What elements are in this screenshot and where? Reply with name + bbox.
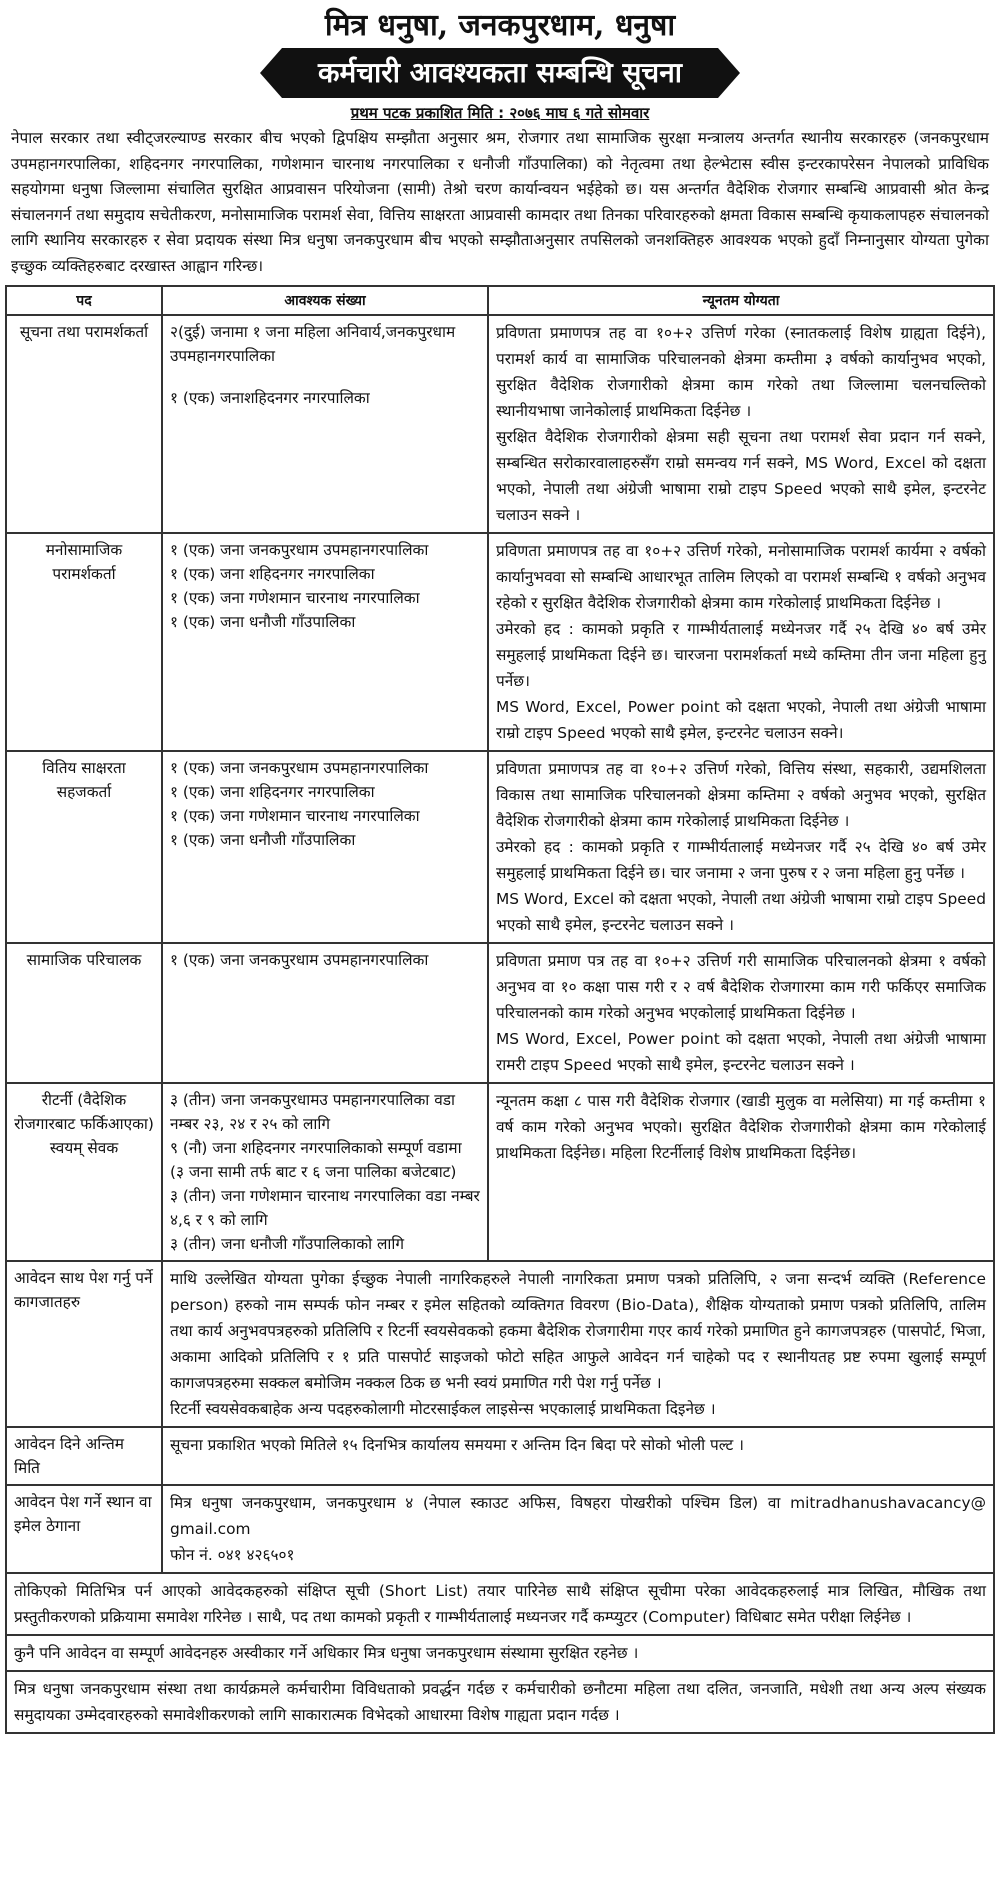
table-row: [6, 751, 994, 943]
qualification-text: प्रविणता प्रमाण पत्र तह वा १०+२ उत्तिर्ण गरी सामाजिक परिचालनको क्षेत्रमा १ वर्षको अनुभव वा १० कक्षा पास गरी र २ वर्ष बैदेशिक रोजगारमा काम गरी फर्किएर समाजिक परिचालनको काम गरेको अनुभव भएकोलाई प्राथमिकता दिईनेछ ।: [496, 952, 986, 1022]
documents-text-2: रिटर्नी स्वयसेवकबाहेक अन्य पदहरुकोलागी मोटरसाईकल लाइसेन्स भएकालाई प्राथमिकता दिइनेछ ।: [170, 1400, 716, 1418]
notice-page: [5, 0, 995, 1734]
footer-note: मित्र धनुषा जनकपुरधाम संस्था तथा कार्यक्रमले कर्मचारीमा विविधताको प्रवर्द्धन गर्दछ र कर्मचारीको छनौटमा महिला तथा दलित, जनजाति, मधेशी तथा अन्य अल्प संख्यक समुदायका उम्मेदवारहरुको समावेशीकरणको लागि साकारात्मक विभेदको आधारमा विशेष गाह्यता प्रदान गर्दछ ।: [5, 1672, 995, 1734]
number-line: १ (एक) जना धनौजी गाँउपालिका: [170, 613, 356, 631]
address-phone: फोन नं. ०४१ ४२६५०१: [170, 1546, 295, 1564]
table-row: [6, 315, 994, 533]
qualification-text: उमेरको हद : कामको प्रकृति र गाम्भीर्यतालाई मध्येनजर गर्दै २५ देखि ४० बर्ष उमेर समुहलाई प्राथमिकता दिईने छ। चारजना परामर्शकर्ता मध्ये कम्तिमा तीन जना महिला हुनु पर्नेछ।: [496, 620, 986, 690]
number-cell: [162, 533, 488, 751]
address-text: मित्र धनुषा जनकपुरधाम, जनकपुरधाम ४ (नेपाल स्काउट अफिस, विषहरा पोखरीको पश्चिम डिल) वा mitradhanushavacancy@ gmail.com: [170, 1494, 986, 1538]
documents-cell: [162, 1261, 994, 1427]
number-line: १ (एक) जना जनकपुरधाम उपमहानगरपालिका: [170, 541, 429, 559]
org-title: मित्र धनुषा, जनकपुरधाम, धनुषा: [324, 8, 676, 43]
qualification-text: MS Word, Excel को दक्षता भएको, नेपाली तथा अंग्रेजी भाषामा राम्रो टाइप Speed भएको साथै इमेल, इन्टरनेट चलाउन सक्ने ।: [496, 890, 986, 934]
qualification-text: प्रविणता प्रमाणपत्र तह वा १०+२ उत्तिर्ण गरेको, वित्तिय संस्था, सहकारी, उद्यमशिलता विकास तथा सामाजिक परिचालनको क्षेत्रमा कम्तिमा २ वर्षको अनुभव भएको, सुरक्षित वैदेशिक रोजगारीको क्षेत्रमा काम गरेकोलाई प्राथमिकता दिईनेछ ।: [496, 760, 986, 830]
qualification-text: प्रविणता प्रमाणपत्र तह वा १०+२ उत्तिर्ण गरेका (स्नातकलाई विशेष ग्राह्यता दिईने), परामर्श कार्य वा सामाजिक परिचालनको क्षेत्रमा कम्तीमा ३ वर्षको कार्यानुभव भएको, सुरक्षित वैदेशिक रोजगारीको क्षेत्रमा काम गरेको तथा जिल्लामा चलनचल्तिको स्थानीयभाषा जानेकोलाई प्राथमिकता दिईनेछ ।: [496, 324, 986, 420]
number-cell: [162, 751, 488, 943]
documents-text: माथि उल्लेखित योग्यता पुगेका ईच्छुक नेपाली नागरिकहरुले नेपाली नागरिकता प्रमाण पत्रको प्रतिलिपि, २ जना सन्दर्भ व्यक्ति (Reference person) हरुको नाम सम्पर्क फोन नम्बर र इमेल सहितको व्यक्तिगत विवरण (Bio-Data), शैक्षिक योग्यताको प्रमाण पत्रको प्रतिलिपि, तालिम तथा कार्य अनुभवपत्रहरुको प्रतिलिपि र रिटर्नी स्वयसेवकको हकमा बैदेशिक रोजगारीमा गएर कार्य गरेको प्रमाणित हुने कागजपत्रहरु (पासपोर्ट, भिजा, अकामा आदिको प्रतिलिपि र १ प्रति पासपोर्ट साइजको फोटो सहित आफुले आवेदन गर्न चाहेको पद र स्थानीयतह प्रष्ट रुपमा खुलाई सम्पूर्ण कागजपत्रहरुमा सक्कल बमोजिम नक्कल ठिक छ भनी स्वयं प्रमाणित गरी पेश गर्नु पर्नेछ ।: [170, 1270, 986, 1392]
address-cell: [162, 1485, 994, 1573]
post-cell: वितिय साक्षरता सहजकर्ता: [6, 751, 162, 943]
header-post: पद: [6, 286, 162, 315]
address-row: [6, 1485, 994, 1573]
number-cell: [162, 1083, 488, 1261]
qualification-cell: [488, 315, 994, 533]
qualification-text: न्यूनतम कक्षा ८ पास गरी वैदेशिक रोजगार (खाडी मुलुक वा मलेसिया) मा गई कम्तीमा १ वर्ष काम गरेको अनुभव भएको। सुरक्षित वैदेशिक रोजगारीको क्षेत्रमा काम गरेकोलाई प्राथमिकता दिईनेछ। महिला रिटर्नीलाई विशेष प्राथमिकता दिईनेछ।: [496, 1092, 986, 1162]
deadline-text: सूचना प्रकाशित भएको मितिले १५ दिनभित्र कार्यालय समयमा र अन्तिम दिन बिदा परे सोको भोली पल्ट ।: [162, 1427, 994, 1485]
intro-paragraph: नेपाल सरकार तथा स्वीट्जरल्याण्ड सरकार बीच भएको द्विपक्षिय सम्झौता अनुसार श्रम, रोजगार तथा सामाजिक सुरक्षा मन्त्रालय अन्तर्गत स्थानीय सरकारहरु (जनकपुरधाम उपमहानगरपालिका, शहिदनगर नगरपालिका, गणेशमान चारनाथ नगरपालिका र धनौजी गाँउपालिका) को नेतृत्वमा तथा हेल्भेटास स्वीस इन्टरकापरेसन नेपालको प्राविधिक सहयोगमा धनुषा जिल्लामा संचालित सुरक्षित आप्रवासन परियोजना (सामी) तेश्रो चरण कार्यान्वयन भईहेको छ। यस अन्तर्गत वैदेशिक रोजगार सम्बन्धि आप्रवासी श्रोत केन्द्र संचालनगर्न तथा समुदाय सचेतीकरण, मनोसामाजिक परामर्श सेवा, वित्तिय साक्षरता आप्रवासी कामदार तथा तिनका परिवारहरुको क्षमता विकास सम्बन्धि कृयाकलापहरु संचालनको लागि स्थानिय सरकारहरु र सेवा प्रदायक संस्था मित्र धनुषा जनकपुरधाम बीच भएको सम्झौताअनुसार तपसिलको जनशक्तिहरु आवश्यक भएको हुदाँ निम्नानुसार योग्यता पुगेका इच्छुक व्यक्तिहरुबाट दरखास्त आह्वान गरिन्छ।: [11, 129, 989, 275]
table-row: [6, 533, 994, 751]
qualification-text: MS Word, Excel, Power point को दक्षता भएको, नेपाली तथा अंग्रेजी भाषामा रामरी टाइप Speed भएको साथै इमेल, इन्टरनेट चलाउन सक्ने ।: [496, 1030, 986, 1074]
header-qualification: न्यूनतम योग्यता: [488, 286, 994, 315]
qualification-cell: [488, 943, 994, 1083]
number-line: १ (एक) जना शहिदनगर नगरपालिका: [170, 565, 375, 583]
number-line: २(दुई) जनामा १ जना महिला अनिवार्य,जनकपुरधाम उपमहानगरपालिका: [170, 323, 456, 365]
number-line: १ (एक) जना गणेशमान चारनाथ नगरपालिका: [170, 807, 420, 825]
qualification-cell: [488, 751, 994, 943]
qualification-text: सुरक्षित वैदेशिक रोजगारीको क्षेत्रमा सही सूचना तथा परामर्श सेवा प्रदान गर्न सक्ने, सम्बन्धित सरोकारवालाहरुसँग राम्रो समन्वय गर्न सक्ने, MS Word, Excel को दक्षता भएको, नेपाली तथा अंग्रेजी भाषामा राम्रो टाइप Speed भएको साथै इमेल, इन्टरनेट चलाउन सक्ने ।: [496, 428, 986, 524]
footer-note: तोकिएको मितिभित्र पर्न आएको आवेदकहरुको संक्षिप्त सूची (Short List) तयार पारिनेछ साथै संक्षिप्त सूचीमा परेका आवेदकहरुलाई मात्र लिखित, मौखिक तथा प्रस्तुतीकरणको प्रक्रियामा समावेश गरिनेछ । साथै, पद तथा कामको प्रकृती र गाम्भीर्यतालाई मध्यनजर गर्दै कम्प्युटर (Computer) विधिबाट समेत परीक्षा लिईनेछ ।: [5, 1574, 995, 1636]
post-cell: रीटर्नी (वैदेशिक रोजगारबाट फर्किआएका) स्वयम् सेवक: [6, 1083, 162, 1261]
number-line: ९ (नौ) जना शहिदनगर नगरपालिकाको सम्पूर्ण वडामा (३ जना सामी तर्फ बाट र ६ जना पालिका बजेटबाट): [170, 1139, 462, 1181]
qualification-text: प्रविणता प्रमाणपत्र तह वा १०+२ उत्तिर्ण गरेको, मनोसामाजिक परामर्श कार्यमा २ वर्षको कार्यानुभववा सो सम्बन्धि आधारभूत तालिम लिएको वा परामर्श सम्बन्धि १ वर्षको अनुभव रहेको र सुरक्षित वैदेशिक रोजगारीको क्षेत्रमा काम गरेकोलाई प्राथमिकता दिईनेछ ।: [496, 542, 986, 612]
number-cell: [162, 315, 488, 533]
publish-date: प्रथम पटक प्रकाशित मिति : २०७६ माघ ६ गते सोमवार: [350, 104, 650, 122]
number-cell: [162, 943, 488, 1083]
post-cell: मनोसामाजिक परामर्शकर्ता: [6, 533, 162, 751]
number-line: १ (एक) जना धनौजी गाँउपालिका: [170, 831, 356, 849]
number-line: १ (एक) जनाशहिदनगर नगरपालिका: [170, 389, 370, 407]
deadline-row: [6, 1427, 994, 1485]
deadline-label: आवेदन दिने अन्तिम मिति: [6, 1427, 162, 1485]
number-line: १ (एक) जना शहिदनगर नगरपालिका: [170, 783, 375, 801]
header-number: आवश्यक संख्या: [162, 286, 488, 315]
post-cell: सूचना तथा परामर्शकर्ता: [6, 315, 162, 533]
number-line: ३ (तीन) जना धनौजी गाँउपालिकाको लागि: [170, 1235, 405, 1253]
vacancy-table: [5, 285, 995, 1574]
documents-row: [6, 1261, 994, 1427]
number-line: १ (एक) जना गणेशमान चारनाथ नगरपालिका: [170, 589, 420, 607]
post-cell: सामाजिक परिचालक: [6, 943, 162, 1083]
footer-note: कुनै पनि आवेदन वा सम्पूर्ण आवेदनहरु अस्वीकार गर्ने अधिकार मित्र धनुषा जनकपुरधाम संस्थामा सुरक्षित रहनेछ ।: [5, 1636, 995, 1672]
qualification-cell: [488, 533, 994, 751]
qualification-cell: [488, 1083, 994, 1261]
banner-wrap: [5, 48, 995, 100]
table-header-row: [6, 286, 994, 315]
table-row: [6, 1083, 994, 1261]
number-line: ३ (तीन) जना जनकपुरधामउ पमहानगरपालिका वडा नम्बर २३, २४ र २५ को लागि: [170, 1091, 455, 1133]
notice-banner: कर्मचारी आवश्यकता सम्बन्धि सूचना: [282, 48, 718, 98]
number-line: ३ (तीन) जना गणेशमान चारनाथ नगरपालिका वडा नम्बर ४,६ र ९ को लागि: [170, 1187, 480, 1229]
qualification-text: उमेरको हद : कामको प्रकृति र गाम्भीर्यतालाई मध्येनजर गर्दै २५ देखि ४० बर्ष उमेर समुहलाई प्राथमिकता दिईने छ। चार जनामा २ जना पुरुष र २ जना महिला हुनु पर्नेछ ।: [496, 838, 986, 882]
address-label: आवेदन पेश गर्ने स्थान वा इमेल ठेगाना: [6, 1485, 162, 1573]
number-line: १ (एक) जना जनकपुरधाम उपमहानगरपालिका: [170, 951, 429, 969]
documents-label: आवेदन साथ पेश गर्नु पर्ने कागजातहरु: [6, 1261, 162, 1427]
qualification-text: MS Word, Excel, Power point को दक्षता भएको, नेपाली तथा अंग्रेजी भाषामा राम्रो टाइप Speed भएको साथै इमेल, इन्टरनेट चलाउन सक्ने।: [496, 698, 986, 742]
table-row: [6, 943, 994, 1083]
number-line: १ (एक) जना जनकपुरधाम उपमहानगरपालिका: [170, 759, 429, 777]
